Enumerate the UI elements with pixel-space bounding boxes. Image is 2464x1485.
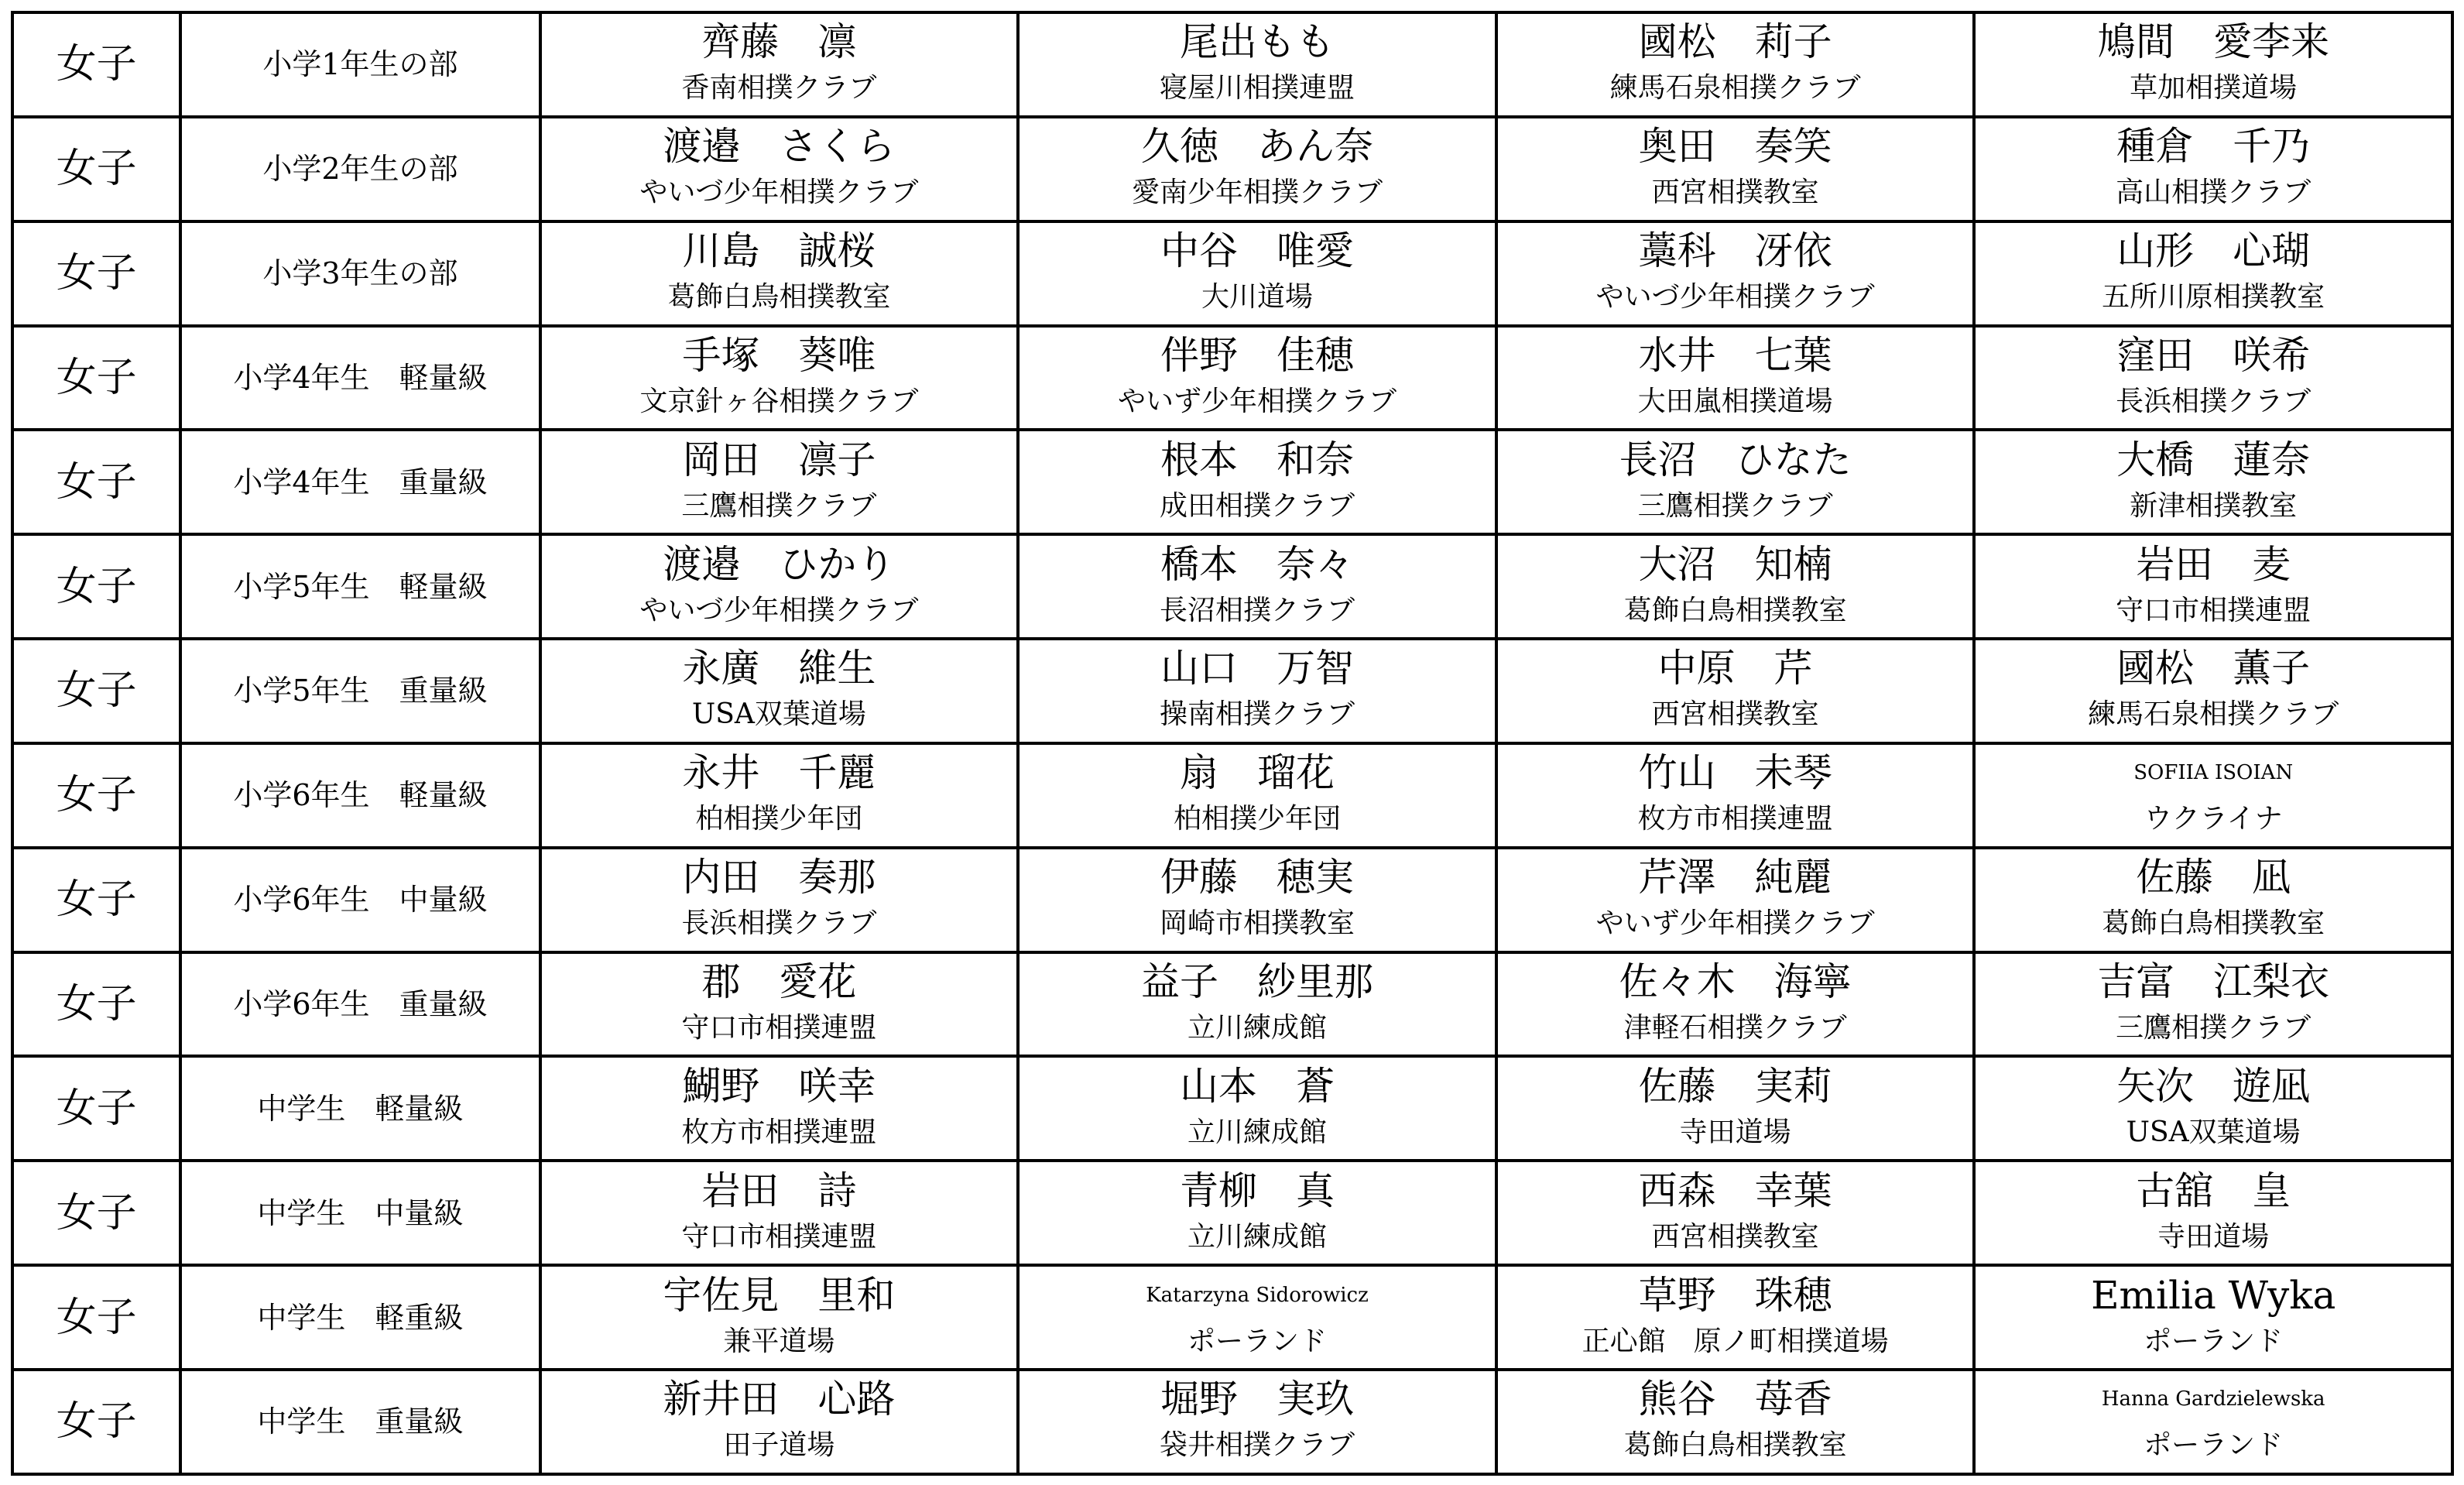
table-row <box>12 639 2452 743</box>
division-cell: 中学生 軽量級 <box>180 1056 540 1161</box>
place-entry <box>542 954 1017 1055</box>
wrestler-name: 内田 奏那 <box>682 855 876 900</box>
place-entry <box>1976 1058 2451 1159</box>
club-name: 津軽石相撲クラブ <box>1623 1012 1847 1044</box>
place-3-cell <box>1496 1161 1975 1265</box>
gender-cell: 女子 <box>12 12 180 117</box>
place-entry <box>1020 954 1495 1055</box>
wrestler-name: 鰗野 咲幸 <box>682 1063 876 1109</box>
club-name: 立川練成館 <box>1187 1012 1328 1044</box>
wrestler-name: 種倉 千乃 <box>2116 124 2311 170</box>
club-name: 長浜相撲クラブ <box>681 907 877 940</box>
division-cell: 小学5年生 重量級 <box>180 639 540 743</box>
club-name: 香南相撲クラブ <box>681 72 877 105</box>
club-name: 新津相撲教室 <box>2130 489 2298 522</box>
place-entry <box>1976 745 2451 846</box>
place-entry <box>1498 640 1973 742</box>
place-entry <box>1498 849 1973 951</box>
wrestler-name: 中谷 唯愛 <box>1160 228 1354 274</box>
place-2-cell <box>1018 534 1496 639</box>
wrestler-name: 佐々木 海寧 <box>1619 959 1852 1005</box>
club-name: 葛飾白鳥相撲教室 <box>2102 907 2325 940</box>
gender-cell: 女子 <box>12 117 180 221</box>
place-3-cell <box>1496 117 1975 221</box>
wrestler-name: 久徳 あん奈 <box>1141 124 1373 170</box>
place-1-cell <box>540 1370 1019 1474</box>
club-name: 袋井相撲クラブ <box>1160 1429 1355 1462</box>
place-entry <box>1020 1058 1495 1159</box>
club-name: ポーランド <box>2144 1429 2284 1462</box>
place-entry <box>542 640 1017 742</box>
wrestler-name: 永井 千麗 <box>682 750 876 796</box>
club-name: 柏相撲少年団 <box>695 803 863 835</box>
table-row <box>12 221 2452 326</box>
place-entry <box>1498 14 1973 115</box>
place-4-cell <box>1974 743 2452 848</box>
place-2-cell <box>1018 1265 1496 1370</box>
place-4-cell <box>1974 221 2452 326</box>
wrestler-name: 長沼 ひなた <box>1619 437 1852 482</box>
club-name: 枚方市相撲連盟 <box>681 1116 877 1148</box>
wrestler-name: 竹山 未琴 <box>1638 750 1832 796</box>
place-4-cell <box>1974 534 2452 639</box>
place-3-cell <box>1496 430 1975 534</box>
place-4-cell <box>1974 12 2452 117</box>
place-entry <box>1020 1162 1495 1264</box>
wrestler-name: 堀野 実玖 <box>1160 1377 1354 1422</box>
wrestler-name: 大沼 知楠 <box>1638 541 1832 587</box>
place-entry <box>1020 640 1495 742</box>
club-name: 兼平道場 <box>723 1325 835 1357</box>
wrestler-name: 伊藤 穂実 <box>1160 855 1354 900</box>
wrestler-name: Katarzyna Sidorowicz <box>1146 1283 1369 1307</box>
place-entry <box>542 1371 1017 1473</box>
place-entry <box>1498 1058 1973 1159</box>
place-1-cell <box>540 326 1019 430</box>
place-1-cell <box>540 117 1019 221</box>
place-2-cell <box>1018 952 1496 1057</box>
wrestler-name: 窪田 咲希 <box>2116 332 2311 378</box>
wrestler-name: 山本 蒼 <box>1180 1063 1335 1109</box>
wrestler-name: 川島 誠桜 <box>682 228 876 274</box>
place-entry <box>1020 223 1495 324</box>
place-1-cell <box>540 12 1019 117</box>
place-entry <box>1976 1162 2451 1264</box>
wrestler-name: 藁科 冴依 <box>1638 228 1832 274</box>
gender-cell: 女子 <box>12 1370 180 1474</box>
club-name: 田子道場 <box>723 1429 835 1462</box>
wrestler-name: 郡 愛花 <box>701 959 857 1005</box>
place-entry <box>542 849 1017 951</box>
club-name: 三鷹相撲クラブ <box>681 489 877 522</box>
club-name: 高山相撲クラブ <box>2116 177 2311 209</box>
club-name: 大田嵐相撲道場 <box>1637 385 1833 417</box>
club-name: 長沼相撲クラブ <box>1160 594 1355 626</box>
wrestler-name: 鳩間 愛李来 <box>2097 19 2330 65</box>
club-name: 愛南少年相撲クラブ <box>1132 177 1383 209</box>
club-name: ポーランド <box>2144 1325 2284 1357</box>
place-4-cell <box>1974 1265 2452 1370</box>
place-entry <box>1020 431 1495 533</box>
place-2-cell <box>1018 117 1496 221</box>
place-entry <box>1020 1267 1495 1368</box>
place-4-cell <box>1974 639 2452 743</box>
division-cell: 小学4年生 軽量級 <box>180 326 540 430</box>
place-3-cell <box>1496 1265 1975 1370</box>
club-name: USA双葉道場 <box>691 698 866 731</box>
wrestler-name: 矢次 遊凪 <box>2116 1063 2311 1109</box>
place-4-cell <box>1974 1370 2452 1474</box>
place-entry <box>1020 849 1495 951</box>
results-body <box>12 12 2452 1474</box>
division-cell: 小学6年生 軽量級 <box>180 743 540 848</box>
club-name: 草加相撲道場 <box>2130 72 2298 105</box>
place-3-cell <box>1496 534 1975 639</box>
table-row <box>12 743 2452 848</box>
club-name: 守口市相撲連盟 <box>681 1012 877 1044</box>
place-2-cell <box>1018 1161 1496 1265</box>
place-entry <box>1020 328 1495 429</box>
wrestler-name: 芹澤 純麗 <box>1638 855 1832 900</box>
place-entry <box>1976 640 2451 742</box>
wrestler-name: 水井 七葉 <box>1638 332 1832 378</box>
wrestler-name: 佐藤 実莉 <box>1638 1063 1832 1109</box>
place-entry <box>1498 431 1973 533</box>
place-4-cell <box>1974 326 2452 430</box>
division-cell: 小学6年生 中量級 <box>180 848 540 952</box>
place-3-cell <box>1496 221 1975 326</box>
wrestler-name: 伴野 佳穂 <box>1160 332 1354 378</box>
division-cell: 小学4年生 重量級 <box>180 430 540 534</box>
wrestler-name: 宇佐見 里和 <box>663 1272 896 1318</box>
place-entry <box>1976 1267 2451 1368</box>
place-entry <box>542 536 1017 637</box>
place-1-cell <box>540 221 1019 326</box>
place-1-cell <box>540 743 1019 848</box>
place-4-cell <box>1974 430 2452 534</box>
gender-cell: 女子 <box>12 430 180 534</box>
place-entry <box>1976 954 2451 1055</box>
place-entry <box>1976 431 2451 533</box>
club-name: 葛飾白鳥相撲教室 <box>1623 1429 1847 1462</box>
wrestler-name: 奥田 奏笑 <box>1638 124 1832 170</box>
place-entry <box>1976 223 2451 324</box>
place-3-cell <box>1496 1056 1975 1161</box>
place-2-cell <box>1018 743 1496 848</box>
place-3-cell <box>1496 12 1975 117</box>
place-entry <box>1498 1162 1973 1264</box>
division-cell: 小学2年生の部 <box>180 117 540 221</box>
gender-cell: 女子 <box>12 639 180 743</box>
club-name: 寝屋川相撲連盟 <box>1160 72 1355 105</box>
place-entry <box>1498 745 1973 846</box>
division-cell: 小学6年生 重量級 <box>180 952 540 1057</box>
division-cell: 中学生 軽重級 <box>180 1265 540 1370</box>
club-name: 葛飾白鳥相撲教室 <box>667 281 891 314</box>
table-row <box>12 430 2452 534</box>
table-row <box>12 1161 2452 1265</box>
wrestler-name: SOFIIA ISOIAN <box>2133 761 2294 785</box>
place-entry <box>1976 536 2451 637</box>
club-name: やいづ少年相撲クラブ <box>639 177 919 209</box>
table-row <box>12 1056 2452 1161</box>
place-2-cell <box>1018 1056 1496 1161</box>
place-entry <box>1498 328 1973 429</box>
place-entry <box>1020 118 1495 220</box>
wrestler-name: 熊谷 苺香 <box>1638 1377 1832 1422</box>
place-3-cell <box>1496 848 1975 952</box>
place-4-cell <box>1974 952 2452 1057</box>
place-entry <box>1020 1371 1495 1473</box>
place-3-cell <box>1496 326 1975 430</box>
place-entry <box>1020 536 1495 637</box>
club-name: 葛飾白鳥相撲教室 <box>1623 594 1847 626</box>
wrestler-name: 西森 幸葉 <box>1638 1168 1832 1213</box>
place-1-cell <box>540 639 1019 743</box>
wrestler-name: 國松 薫子 <box>2116 646 2311 691</box>
place-2-cell <box>1018 221 1496 326</box>
wrestler-name: 岩田 麦 <box>2136 541 2291 587</box>
place-2-cell <box>1018 639 1496 743</box>
club-name: 立川練成館 <box>1187 1220 1328 1253</box>
wrestler-name: 國松 莉子 <box>1638 19 1832 65</box>
table-row <box>12 12 2452 117</box>
table-row <box>12 952 2452 1057</box>
club-name: 三鷹相撲クラブ <box>1637 489 1833 522</box>
wrestler-name: 永廣 維生 <box>682 646 876 691</box>
place-entry <box>1498 118 1973 220</box>
division-cell: 中学生 中量級 <box>180 1161 540 1265</box>
place-entry <box>1976 328 2451 429</box>
club-name: 西宮相撲教室 <box>1651 1220 1819 1253</box>
club-name: 三鷹相撲クラブ <box>2116 1012 2311 1044</box>
wrestler-name: 益子 紗里那 <box>1141 959 1373 1005</box>
wrestler-name: 大橋 蓮奈 <box>2116 437 2311 482</box>
gender-cell: 女子 <box>12 326 180 430</box>
place-1-cell <box>540 952 1019 1057</box>
place-3-cell <box>1496 743 1975 848</box>
club-name: 柏相撲少年団 <box>1174 803 1342 835</box>
place-entry <box>542 431 1017 533</box>
place-3-cell <box>1496 952 1975 1057</box>
gender-cell: 女子 <box>12 1161 180 1265</box>
gender-cell: 女子 <box>12 848 180 952</box>
wrestler-name: 新井田 心路 <box>663 1377 896 1422</box>
place-entry <box>1498 223 1973 324</box>
gender-cell: 女子 <box>12 743 180 848</box>
place-entry <box>1498 1267 1973 1368</box>
place-2-cell <box>1018 1370 1496 1474</box>
place-2-cell <box>1018 848 1496 952</box>
wrestler-name: Emilia Wyka <box>2091 1272 2336 1318</box>
place-4-cell <box>1974 1056 2452 1161</box>
club-name: 成田相撲クラブ <box>1160 489 1355 522</box>
wrestler-name: 根本 和奈 <box>1160 437 1354 482</box>
place-entry <box>1498 536 1973 637</box>
place-1-cell <box>540 1161 1019 1265</box>
wrestler-name: 岩田 詩 <box>701 1168 857 1213</box>
wrestler-name: 渡邉 ひかり <box>663 541 896 587</box>
results-table <box>11 11 2454 1476</box>
wrestler-name: 岡田 凛子 <box>682 437 876 482</box>
place-4-cell <box>1974 848 2452 952</box>
club-name: 岡崎市相撲教室 <box>1160 907 1355 940</box>
club-name: 文京針ヶ谷相撲クラブ <box>639 385 919 417</box>
wrestler-name: 山形 心瑚 <box>2116 228 2311 274</box>
table-row <box>12 534 2452 639</box>
table-row <box>12 117 2452 221</box>
place-3-cell <box>1496 639 1975 743</box>
wrestler-name: 尾出もも <box>1180 19 1335 65</box>
place-entry <box>1976 849 2451 951</box>
club-name: やいづ少年相撲クラブ <box>1595 281 1875 314</box>
place-entry <box>542 223 1017 324</box>
place-entry <box>1020 745 1495 846</box>
club-name: USA双葉道場 <box>2126 1116 2301 1148</box>
club-name: 西宮相撲教室 <box>1651 698 1819 731</box>
wrestler-name: 手塚 葵唯 <box>682 332 876 378</box>
place-1-cell <box>540 1056 1019 1161</box>
club-name: 西宮相撲教室 <box>1651 177 1819 209</box>
gender-cell: 女子 <box>12 952 180 1057</box>
wrestler-name: 扇 瑠花 <box>1180 750 1335 796</box>
division-cell: 小学3年生の部 <box>180 221 540 326</box>
wrestler-name: 齊藤 凛 <box>701 19 857 65</box>
club-name: 守口市相撲連盟 <box>681 1220 877 1253</box>
place-2-cell <box>1018 326 1496 430</box>
wrestler-name: 草野 珠穂 <box>1638 1272 1832 1318</box>
wrestler-name: 古舘 皇 <box>2136 1168 2291 1213</box>
club-name: やいず少年相撲クラブ <box>1595 907 1875 940</box>
gender-cell: 女子 <box>12 1056 180 1161</box>
club-name: やいづ少年相撲クラブ <box>639 594 919 626</box>
place-1-cell <box>540 534 1019 639</box>
place-entry <box>542 1267 1017 1368</box>
table-row <box>12 1265 2452 1370</box>
gender-cell: 女子 <box>12 221 180 326</box>
wrestler-name: 渡邉 さくら <box>663 124 896 170</box>
club-name: 練馬石泉相撲クラブ <box>1609 72 1861 105</box>
place-entry <box>542 1058 1017 1159</box>
wrestler-name: 青柳 真 <box>1180 1168 1335 1213</box>
place-entry <box>542 14 1017 115</box>
club-name: 守口市相撲連盟 <box>2116 594 2311 626</box>
division-cell: 小学1年生の部 <box>180 12 540 117</box>
wrestler-name: 吉富 江梨衣 <box>2097 959 2330 1005</box>
gender-cell: 女子 <box>12 534 180 639</box>
club-name: 立川練成館 <box>1187 1116 1328 1148</box>
club-name: 枚方市相撲連盟 <box>1637 803 1833 835</box>
place-2-cell <box>1018 430 1496 534</box>
club-name: ポーランド <box>1187 1325 1328 1357</box>
place-entry <box>1976 118 2451 220</box>
place-4-cell <box>1974 1161 2452 1265</box>
wrestler-name: 山口 万智 <box>1160 646 1354 691</box>
place-entry <box>542 1162 1017 1264</box>
place-entry <box>542 118 1017 220</box>
wrestler-name: 中原 芹 <box>1657 646 1813 691</box>
place-entry <box>542 745 1017 846</box>
table-row <box>12 1370 2452 1474</box>
wrestler-name: 橋本 奈々 <box>1160 541 1354 587</box>
club-name: やいず少年相撲クラブ <box>1118 385 1397 417</box>
club-name: 長浜相撲クラブ <box>2116 385 2311 417</box>
place-3-cell <box>1496 1370 1975 1474</box>
club-name: 寺田道場 <box>1679 1116 1791 1148</box>
place-entry <box>1020 14 1495 115</box>
club-name: 大川道場 <box>1201 281 1314 314</box>
wrestler-name: 佐藤 凪 <box>2136 855 2291 900</box>
place-2-cell <box>1018 12 1496 117</box>
club-name: ウクライナ <box>2144 803 2283 835</box>
club-name: 正心館 原ノ町相撲道場 <box>1582 1325 1889 1357</box>
place-1-cell <box>540 848 1019 952</box>
club-name: 寺田道場 <box>2157 1220 2270 1253</box>
division-cell: 中学生 重量級 <box>180 1370 540 1474</box>
wrestler-name: Hanna Gardzielewska <box>2101 1387 2325 1411</box>
club-name: 操南相撲クラブ <box>1160 698 1355 731</box>
place-1-cell <box>540 1265 1019 1370</box>
place-4-cell <box>1974 117 2452 221</box>
place-entry <box>1498 1371 1973 1473</box>
place-entry <box>1976 14 2451 115</box>
table-row <box>12 848 2452 952</box>
place-entry <box>1498 954 1973 1055</box>
division-cell: 小学5年生 軽量級 <box>180 534 540 639</box>
club-name: 練馬石泉相撲クラブ <box>2088 698 2339 731</box>
club-name: 五所川原相撲教室 <box>2102 281 2325 314</box>
gender-cell: 女子 <box>12 1265 180 1370</box>
table-row <box>12 326 2452 430</box>
place-entry <box>542 328 1017 429</box>
place-1-cell <box>540 430 1019 534</box>
place-entry <box>1976 1371 2451 1473</box>
